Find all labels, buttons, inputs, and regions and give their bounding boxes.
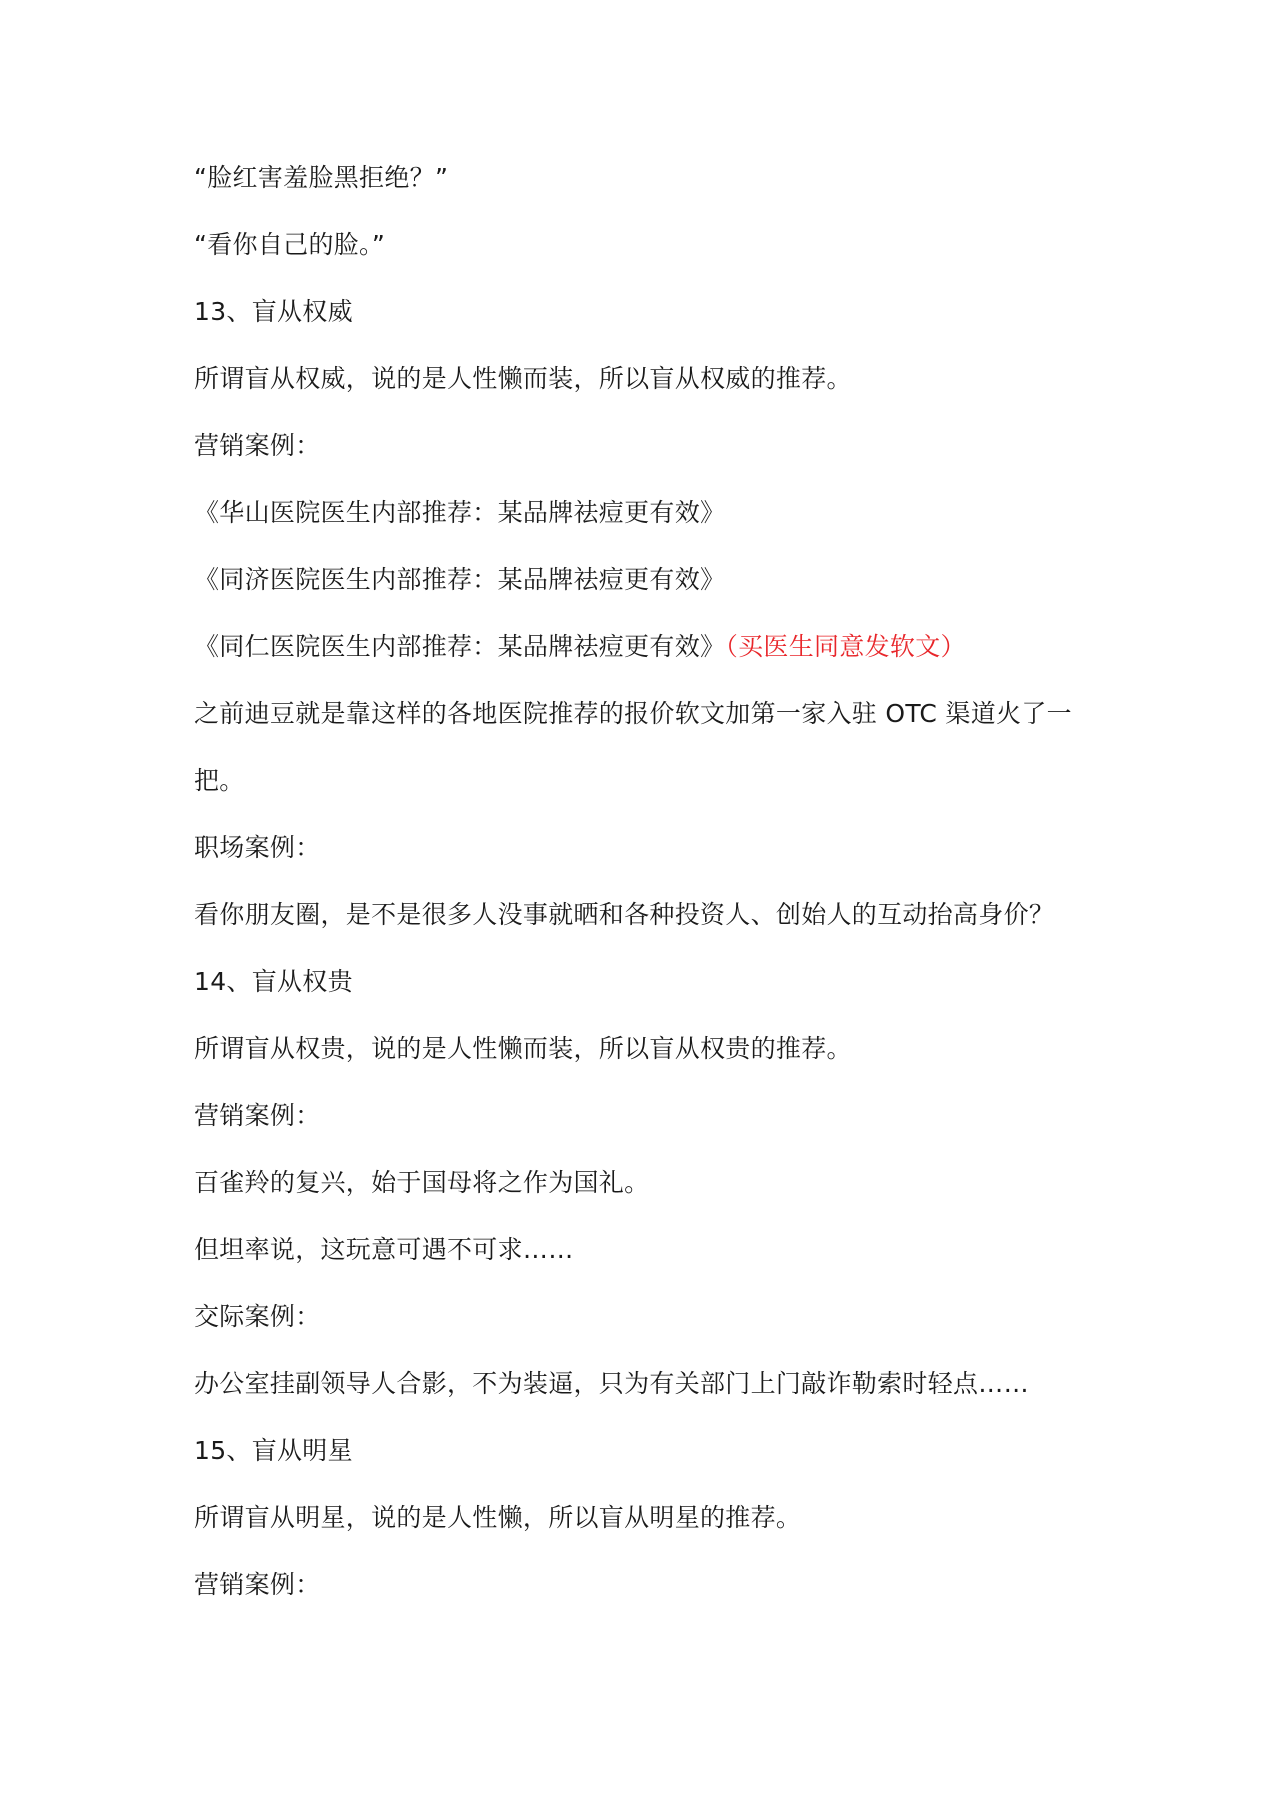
paragraph [194,1501,1094,1568]
line-text: 营销案例： [194,1570,321,1599]
red-annotation: （买医生同意发软文） [725,632,966,661]
example-title [194,563,1094,630]
section-heading [194,965,1094,1032]
case-label [194,1300,1094,1367]
example-title [194,496,1094,563]
line-text: 《同济医院医生内部推荐：某品牌祛痘更有效》 [194,565,726,594]
line-text: 营销案例： [194,431,321,460]
line-text: 《同仁医院医生内部推荐：某品牌祛痘更有效》 [194,632,726,661]
line-text: 交际案例： [194,1302,321,1331]
paragraph [194,898,1094,965]
paragraph-continuation [194,764,1094,831]
line-text: 所谓盲从权威，说的是人性懒而装，所以盲从权威的推荐。 [194,364,852,393]
paragraph [194,697,1094,764]
line-text: 所谓盲从明星，说的是人性懒，所以盲从明星的推荐。 [194,1503,802,1532]
line-text: 职场案例： [194,833,321,862]
line-text: 看你朋友圈，是不是很多人没事就晒和各种投资人、创始人的互动抬高身价？ [194,900,1055,929]
paragraph [194,1166,1094,1233]
line-text: 营销案例： [194,1101,321,1130]
example-title [194,630,1094,697]
line-text: “看你自己的脸。” [194,230,386,259]
quote-line [194,161,1094,228]
line-text: 13、盲从权威 [194,297,353,326]
case-label [194,1099,1094,1166]
line-text: 把。 [194,766,245,795]
line-text: “脸红害羞脸黑拒绝？” [194,163,449,192]
paragraph [194,1367,1094,1434]
line-text: 之前迪豆就是靠这样的各地医院推荐的报价软文加第一家入驻 OTC 渠道火了一 [194,699,1072,728]
case-label [194,429,1094,496]
line-text: 办公室挂副领导人合影，不为装逼，只为有关部门上门敲诈勒索时轻点…… [194,1369,1029,1398]
paragraph [194,1032,1094,1099]
line-text: 14、盲从权贵 [194,967,353,996]
line-text: 百雀羚的复兴，始于国母将之作为国礼。 [194,1168,650,1197]
case-label [194,831,1094,898]
quote-line [194,228,1094,295]
line-text: 15、盲从明星 [194,1436,353,1465]
line-text: 但坦率说，这玩意可遇不可求…… [194,1235,574,1264]
document-body [194,161,1094,1635]
line-text: 《华山医院医生内部推荐：某品牌祛痘更有效》 [194,498,726,527]
paragraph [194,362,1094,429]
section-heading [194,1434,1094,1501]
case-label [194,1568,1094,1635]
line-text: 所谓盲从权贵，说的是人性懒而装，所以盲从权贵的推荐。 [194,1034,852,1063]
paragraph [194,1233,1094,1300]
section-heading [194,295,1094,362]
